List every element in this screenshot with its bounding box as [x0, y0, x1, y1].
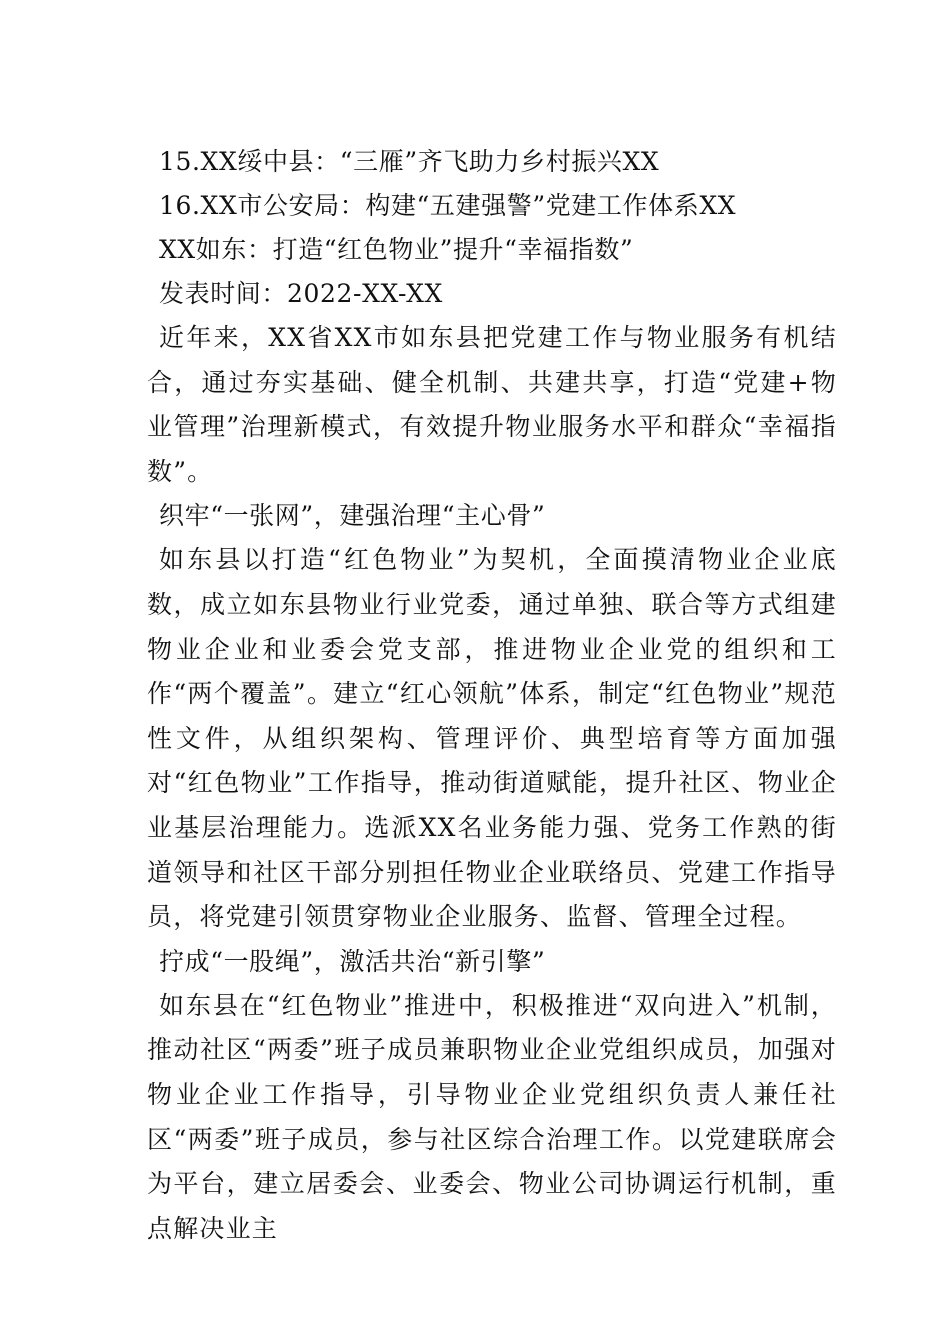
- section-heading-2: 拧成“一股绳”，激活共治“新引擎”: [159, 946, 546, 976]
- section-heading-1: 织牢“一张网”，建强治理“主心骨”: [159, 501, 546, 531]
- list-item-16: 16.XX市公安局：构建“五建强警”党建工作体系XX: [159, 191, 737, 220]
- document-body: [147, 140, 837, 1251]
- intro-paragraph: 近年来，XX省XX市如东县把党建工作与物业服务有机结合，通过夯实基础、健全机制、共建共享，打造“党建+物业管理”治理新模式，有效提升物业服务水平和群众“幸福指数”。: [147, 323, 837, 486]
- list-item-15: 15.XX绥中县：“三雁”齐飞助力乡村振兴XX: [159, 147, 660, 176]
- publish-time: 发表时间：2022-XX-XX: [159, 279, 443, 308]
- section-paragraph-2: 如东县在“红色物业”推进中，积极推进“双向进入”机制，推动社区“两委”班子成员兼职物业企业党组织成员，加强对物业企业工作指导，引导物业企业党组织负责人兼任社区“两委”班子成员，参与社区综合治理工作。以党建联席会为平台，建立居委会、业委会、物业公司协调运行机制，重点解决业主: [147, 990, 837, 1243]
- article-title: XX如东：打造“红色物业”提升“幸福指数”: [159, 235, 634, 264]
- section-paragraph-1: 如东县以打造“红色物业”为契机，全面摸清物业企业底数，成立如东县物业行业党委，通过单独、联合等方式组建物业企业和业委会党支部，推进物业企业党的组织和工作“两个覆盖”。建立“红心领航”体系，制定“红色物业”规范性文件，从组织架构、管理评价、典型培育等方面加强对“红色物业”工作指导，推动街道赋能，提升社区、物业企业基层治理能力。选派XX名业务能力强、党务工作熟的街道领导和社区干部分别担任物业企业联络员、党建工作指导员，将党建引领贯穿物业企业服务、监督、管理全过程。: [147, 545, 837, 932]
